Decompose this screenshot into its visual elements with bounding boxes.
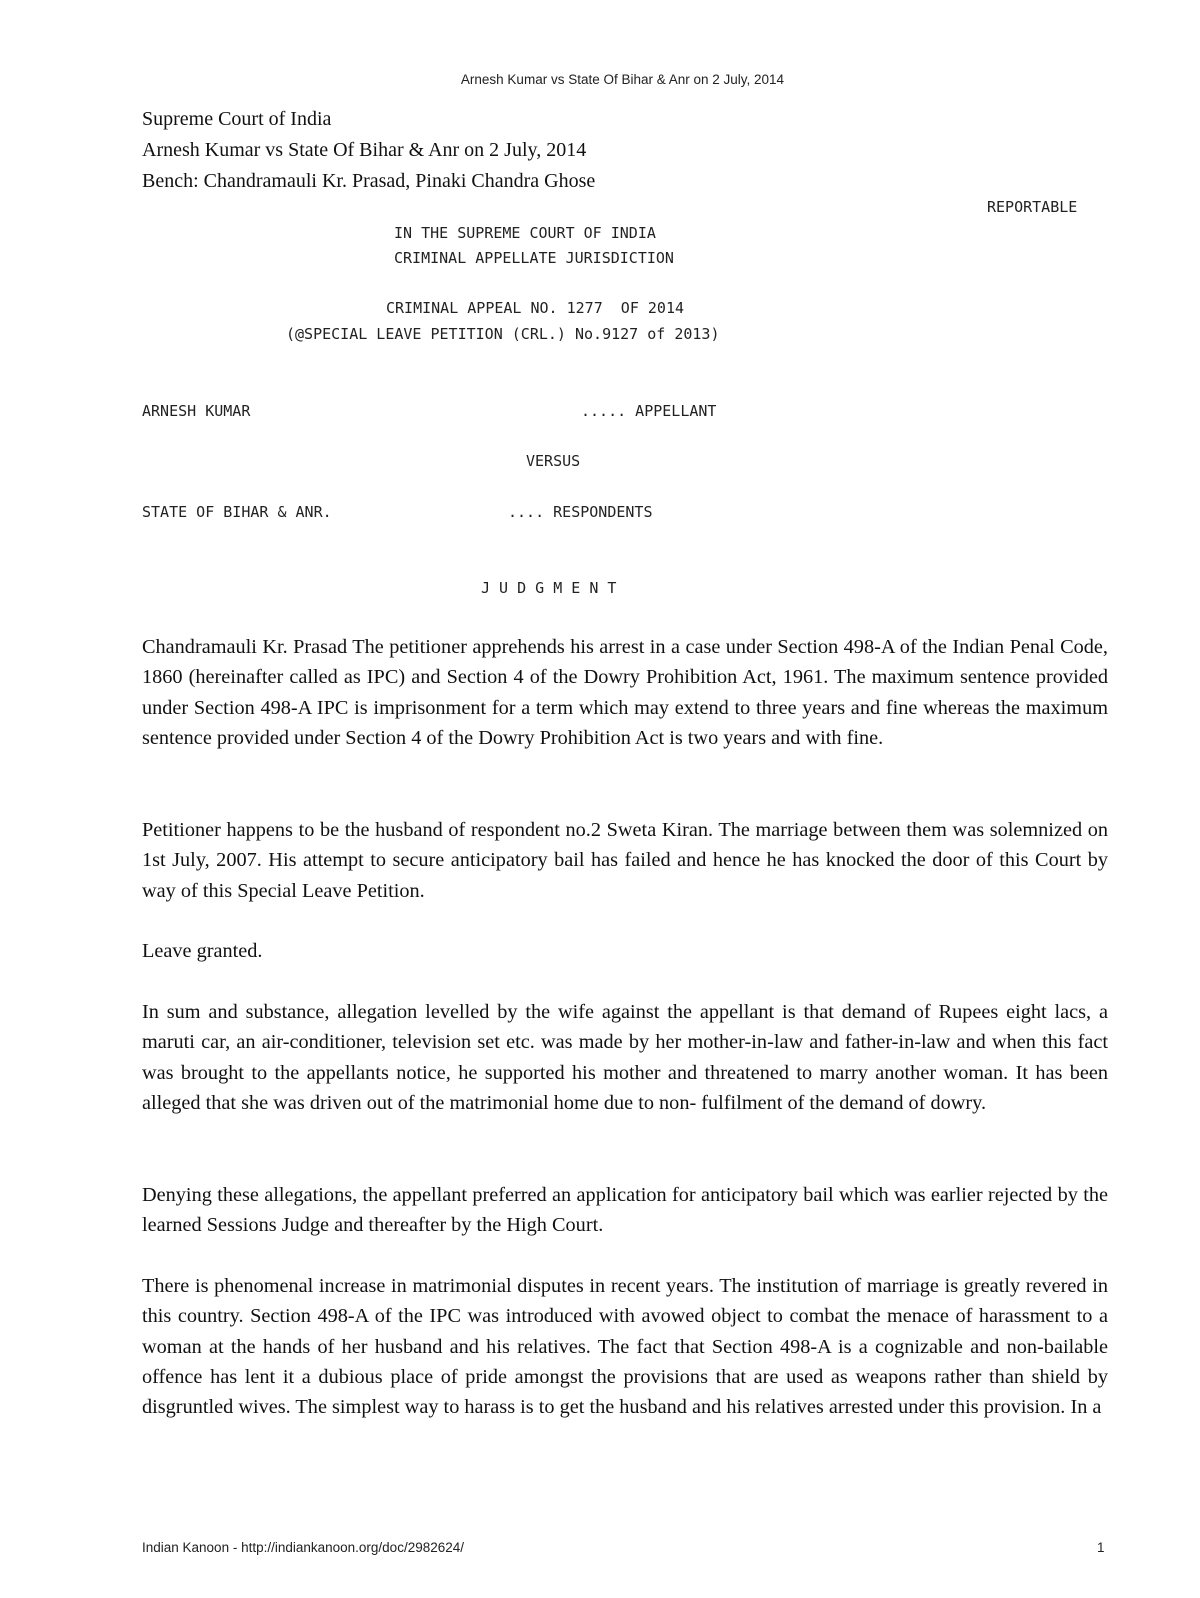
footer-source-link[interactable]: Indian Kanoon - http://indiankanoon.org/doc/2982624/ — [142, 1540, 465, 1555]
slp-number: (@SPECIAL LEAVE PETITION (CRL.) No.9127 of 2013) — [286, 325, 720, 343]
paragraph: Leave granted. — [142, 940, 263, 962]
reportable-label: REPORTABLE — [987, 198, 1078, 216]
paragraph: There is phenomenal increase in matrimonial disputes in recent years. The institution of marriage is greatly revered in this country. Section 498-A of the IPC was introduced with avowed object to combat the menace of harassment to a woman at the hands of her husband and his relatives. The fact that Section 498-A is a cognizable and non-bailable offence has lent it a dubious place of pride amongst the provisions that are used as weapons rather than shield by disgruntled wives. The simplest way to harass is to get the husband and his relatives arrested under this provision. In a — [142, 1275, 1108, 1419]
court-name: Supreme Court of India — [142, 108, 332, 130]
jurisdiction-heading: CRIMINAL APPELLATE JURISDICTION — [394, 249, 674, 267]
page-number: 1 — [1097, 1540, 1105, 1555]
appellant-role: ..... APPELLANT — [581, 402, 717, 420]
paragraph: Chandramauli Kr. Prasad The petitioner apprehends his arrest in a case under Section 498-A of the Indian Penal Code, 1860 (hereinafter called as IPC) and Section 4 of the Dowry Prohibition Act, 1961. The maximum sentence provided under Section 498-A IPC is imprisonment for a term which may extend to three years and fine whereas the maximum sentence provided under Section 4 of the Dowry Prohibition Act is two years and with fine. — [142, 636, 1108, 749]
paragraph: In sum and substance, allegation levelled by the wife against the appellant is that demand of Rupees eight lacs, a maruti car, an air-conditioner, television set etc. was made by her mother-in-law and father-in-law and when this fact was brought to the appellants notice, he supported his mother and threatened to marry another woman. It has been alleged that she was driven out of the matrimonial home due to non- fulfilment of the demand of dowry. — [142, 1001, 1108, 1114]
appeal-number: CRIMINAL APPEAL NO. 1277 OF 2014 — [386, 299, 685, 317]
paragraph: Petitioner happens to be the husband of respondent no.2 Sweta Kiran. The marriage between them was solemnized on 1st July, 2007. His attempt to secure anticipatory bail has failed and hence he has knocked the door of this Court by way of this Special Leave Petition. — [142, 819, 1108, 902]
running-header: Arnesh Kumar vs State Of Bihar & Anr on 2 July, 2014 — [460, 72, 785, 87]
judgment-heading: J U D G M E N T — [481, 579, 617, 597]
paragraph: Denying these allegations, the appellant preferred an application for anticipatory bail which was earlier rejected by the learned Sessions Judge and thereafter by the High Court. — [142, 1184, 1108, 1237]
bench-line: Bench: Chandramauli Kr. Prasad, Pinaki Chandra Ghose — [142, 170, 596, 192]
appellant-name: ARNESH KUMAR — [142, 402, 251, 420]
document-meta — [142, 104, 595, 197]
court-heading: IN THE SUPREME COURT OF INDIA — [394, 224, 656, 242]
respondent-role: .... RESPONDENTS — [508, 503, 653, 521]
respondent-name: STATE OF BIHAR & ANR. — [142, 503, 332, 521]
case-title: Arnesh Kumar vs State Of Bihar & Anr on 2 July, 2014 — [142, 139, 587, 161]
versus-label: VERSUS — [526, 452, 581, 470]
